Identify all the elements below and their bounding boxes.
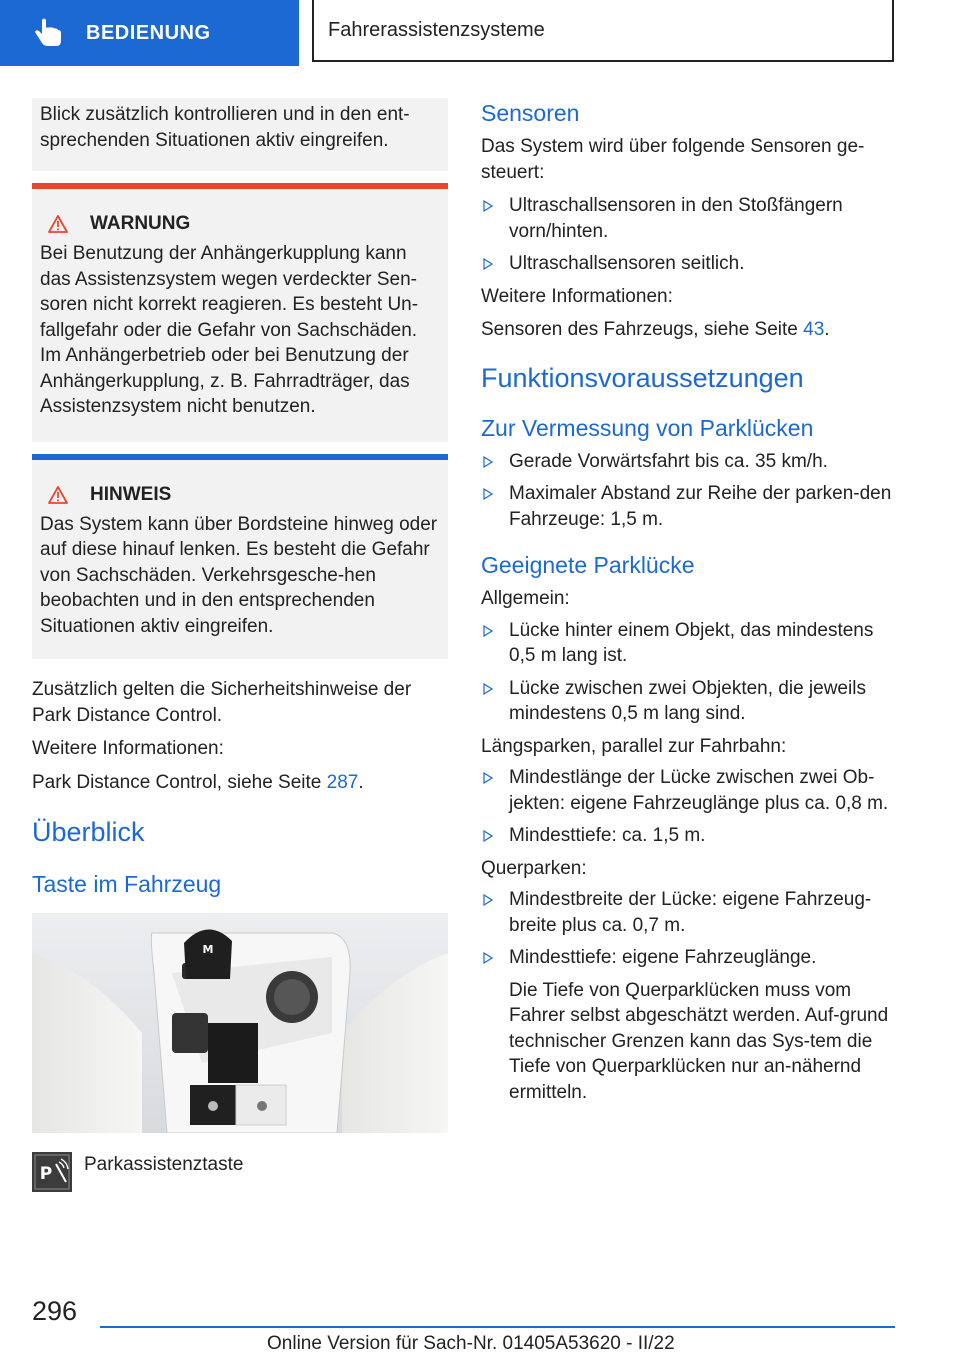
list-item: Gerade Vorwärtsfahrt bis ca. 35 km/h.	[481, 449, 893, 475]
more-info-label: Weitere Informationen:	[481, 285, 673, 307]
triangle-bullet-icon	[483, 894, 493, 906]
pdc-reference: Park Distance Control, siehe Seite 287.	[32, 771, 364, 793]
list-item: Mindesttiefe: ca. 1,5 m.	[481, 823, 893, 849]
page-link-287[interactable]: 287	[326, 771, 359, 793]
general-label: Allgemein:	[481, 588, 570, 609]
general-list	[481, 618, 893, 727]
svg-text:P: P	[39, 1164, 53, 1184]
right-column	[481, 98, 893, 1105]
heading-requirements: Funktionsvoraussetzungen	[481, 362, 804, 393]
warning-header	[40, 213, 440, 235]
parallel-label: Längsparken, parallel zur Fahrbahn:	[481, 735, 787, 757]
center-console-photo	[32, 913, 448, 1133]
list-item: Mindestlänge der Lücke zwischen zwei Ob-jekten: eigene Fahrzeuglänge plus ca. 0,8 m.	[481, 765, 893, 816]
hand-pointer-icon	[32, 16, 66, 50]
triangle-bullet-icon	[483, 488, 493, 500]
list-item: Lücke hinter einem Objekt, das mindestens 0,5 m lang ist.	[481, 618, 893, 669]
cross-label: Querparken:	[481, 857, 587, 879]
triangle-bullet-icon	[483, 830, 493, 842]
chapter-tab	[0, 0, 299, 66]
list-item: Mindesttiefe: eigene Fahrzeuglänge.	[481, 945, 893, 971]
heading-suitable: Geeignete Parklücke	[481, 552, 695, 578]
more-info-label: Weitere Informationen:	[32, 738, 224, 759]
note-triangle-icon	[48, 486, 68, 504]
warning-box	[32, 183, 448, 442]
section-tab	[312, 0, 894, 62]
heading-button: Taste im Fahrzeug	[32, 871, 222, 897]
note-text: Das System kann über Bordsteine hinweg oder auf diese hinauf lenken. Es besteht die Gefahr von Sachschäden. Verkehrsgesche-hen beobachten und in den entsprechenden Situationen aktiv eingreifen.	[40, 513, 438, 637]
cross-list	[481, 887, 893, 971]
safety-paragraph: Zusätzlich gelten die Sicherheitshinweise der Park Distance Control.	[32, 679, 412, 726]
gear-selector-logo: M	[202, 943, 214, 956]
warning-text: Bei Benutzung der Anhängerkupplung kann das Assistenzsystem wegen verdeckter Sen-soren nicht korrekt reagieren. Es besteht Un-fallgefahr oder die Gefahr von Sachschäden. Im Anhängerbetrieb oder bei Benutzung der Anhängerkupplung, z. B. Fahrradträger, das Assistenzsystem nicht benutzen.	[40, 243, 419, 417]
section-title: Fahrerassistenzsysteme	[328, 18, 545, 41]
triangle-bullet-icon	[483, 258, 493, 270]
sensors-list	[481, 193, 893, 277]
intro-box	[32, 98, 448, 171]
caption-text: Parkassistenztaste	[84, 1154, 244, 1175]
note-header	[40, 484, 440, 506]
list-item: Maximaler Abstand zur Reihe der parken-den Fahrzeuge: 1,5 m.	[481, 481, 893, 532]
triangle-bullet-icon	[483, 772, 493, 784]
chapter-title: BEDIENUNG	[86, 21, 211, 44]
warning-triangle-icon	[48, 215, 68, 233]
sensors-reference: Sensoren des Fahrzeugs, siehe Seite 43.	[481, 319, 830, 340]
triangle-bullet-icon	[483, 952, 493, 964]
heading-measure: Zur Vermessung von Parklücken	[481, 414, 814, 441]
left-column	[32, 98, 448, 1192]
triangle-bullet-icon	[483, 200, 493, 212]
measure-list	[481, 449, 893, 533]
list-item: Ultraschallsensoren in den Stoßfängern vorn/hinten.	[481, 193, 893, 244]
page-header	[0, 0, 960, 66]
triangle-bullet-icon	[483, 625, 493, 637]
caption-row	[32, 1152, 448, 1192]
sensors-intro: Das System wird über folgende Sensoren ge-steuert:	[481, 136, 865, 183]
parallel-list	[481, 765, 893, 849]
note-box	[32, 454, 448, 660]
warning-title: WARNUNG	[90, 213, 191, 234]
footer-text: Online Version für Sach-Nr. 01405A53620 - II/22	[267, 1333, 675, 1354]
park-assist-button-icon	[32, 1152, 72, 1192]
triangle-bullet-icon	[483, 683, 493, 695]
note-title: HINWEIS	[90, 483, 172, 505]
heading-overview: Überblick	[32, 817, 145, 847]
cross-note: Die Tiefe von Querparklücken muss vom Fahrer selbst abgeschätzt werden. Auf-grund technischer Grenzen kann das Sys-tem die Tiefe von Querparklücken nur an-nähernd ermitteln.	[509, 979, 889, 1103]
list-item: Mindestbreite der Lücke: eigene Fahrzeug-breite plus ca. 0,7 m.	[481, 887, 893, 938]
page-link-43[interactable]: 43	[803, 319, 825, 340]
footer-divider	[100, 1326, 895, 1328]
heading-sensors: Sensoren	[481, 100, 580, 126]
intro-text: Blick zusätzlich kontrollieren und in den ent-sprechenden Situationen aktiv eingreifen.	[40, 104, 410, 151]
list-item: Ultraschallsensoren seitlich.	[481, 251, 893, 277]
list-item: Lücke zwischen zwei Objekten, die jeweils mindestens 0,5 m lang sind.	[481, 676, 893, 727]
page-number: 296	[32, 1296, 78, 1326]
triangle-bullet-icon	[483, 456, 493, 468]
